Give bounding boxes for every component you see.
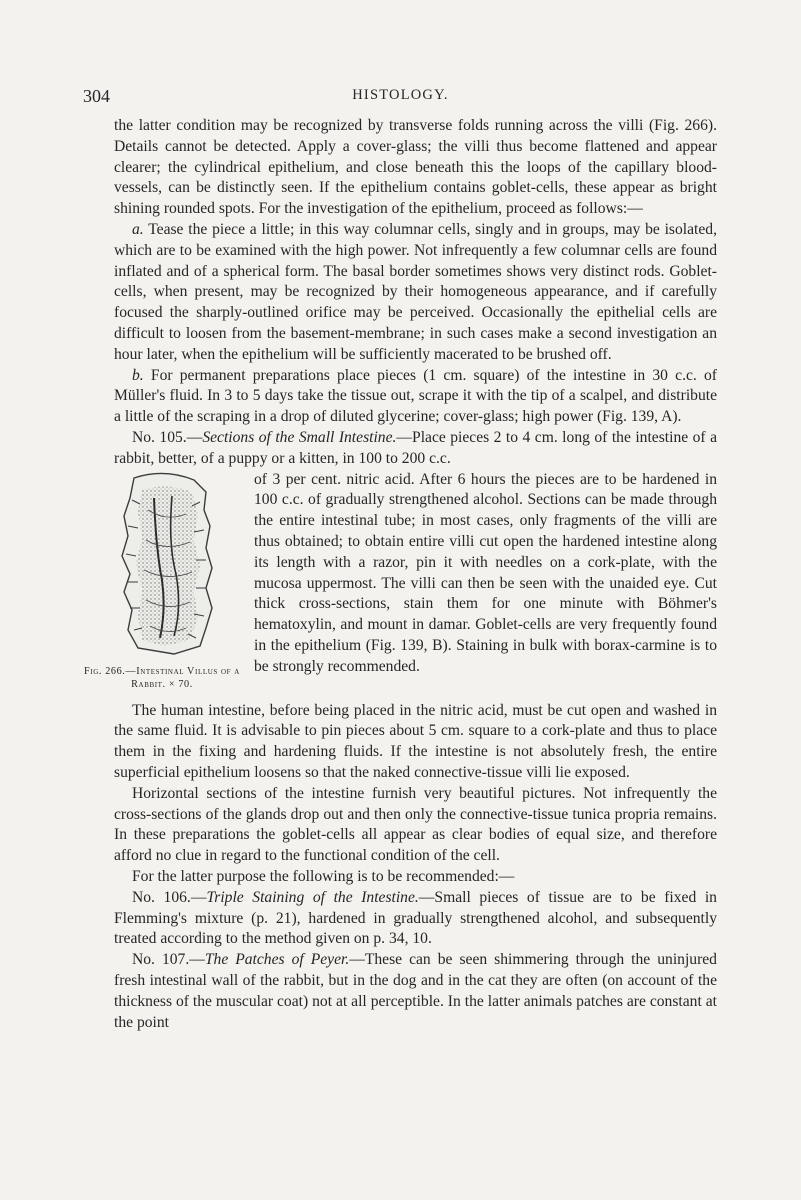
paragraph-human-intestine: The human intestine, before being placed in the nitric acid, must be cut open and washed in the same fluid. It is advisable to pin pieces about 5 cm. square to a cork-plate and thus to place them in the fixing and hardening fluids. If the intestine is not absolutely fresh, the entire superficial epithelium loosens so that the naked connective-tissue villi lie exposed. bbox=[114, 701, 717, 781]
page-number: 304 bbox=[83, 86, 110, 106]
figure-caption: Fig. 266.—Intestinal Villus of a Rabbit. × 70. bbox=[84, 665, 240, 690]
paragraph-horizontal-sections: Horizontal sections of the intestine furnish very beautiful pictures. Not infrequently the cross-sections of the glands drop out and then only the connective-tissue tunica propria remains. In these preparations the goblet-cells all appear as clear bodies of equal size, and therefore afford no clue in regard to the functional condition of the cell. bbox=[114, 784, 717, 865]
paragraph-tease-method: a. Tease the piece a little; in this way columnar cells, singly and in groups, may be isolated, which are to be examined with the high power. Not infrequently a few columnar cells are found inflated and of a spherical form. The basal border sometimes shows very distinct rods. Goblet-cells, when present, may be recognized by their homogeneous appearance, and if carefully focused the sharply-outlined orifice may be perceived. Occasionally the epithelial cells are difficult to loosen from the basement-membrane; in such cases make a second investigation an hour later, when the epithelium will be sufficiently macerated to be brushed off. bbox=[114, 220, 717, 363]
body-text bbox=[84, 116, 717, 1033]
paragraph-latter-purpose: For the latter purpose the following is to be recommended:— bbox=[132, 867, 515, 885]
running-title: HISTOLOGY. bbox=[352, 87, 449, 103]
section-title-105: Sections of the Small Intestine. bbox=[202, 428, 397, 446]
paragraph-villi-condition: the latter condition may be recognized by transverse folds running across the villi (Fig. 266). Details cannot be detected. Apply a cover-glass; the villi thus become flattened and appear clearer; the cylindrical epithelium, and close beneath this the loops of the capillary blood-vessels, can be distinctly seen. If the epithelium contains goblet-cells, these appear as bright shining rounded spots. For the investigation of the epithelium, proceed as follows:— bbox=[114, 117, 717, 218]
running-head bbox=[0, 86, 801, 110]
paragraph-permanent-preparations: b. For permanent preparations place pieces (1 cm. square) of the intestine in 30 c.c. of Müller's fluid. In 3 to 5 days take the tissue out, scrape it with the tip of a scalpel, and distribute a little of the scraping in a drop of diluted glycerine; cover-glass; high power (Fig. 139, A). bbox=[114, 366, 717, 426]
figure-266 bbox=[84, 470, 240, 701]
list-marker-b: b. bbox=[132, 366, 144, 384]
paragraph-no-105-continued: of 3 per cent. nitric acid. After 6 hours the pieces are to be hardened in 100 c.c. of gradually strengthened alcohol. Sections can be made through the entire intestinal tube; in most cases, only fragments of the villi are thus obtained; to obtain entire villi cut open the hardened intestine along its length with a razor, pin it with needles on a cork-plate, with the mucosa uppermost. The villi can then be seen with the unaided eye. Cut thick cross-sections, stain them for one minute with Böhmer's hematoxylin, and mount in damar. Goblet-cells are very frequently found in the epithelium (Fig. 139, B). Staining in bulk with borax-carmine is to be strongly recommended. bbox=[254, 470, 717, 675]
paragraph-no-106: No. 106.—Triple Staining of the Intestine.—Small pieces of tissue are to be fixed in Flemming's mixture (p. 21), hardened in gradually strengthened alcohol, and subsequently treated according to the method given on p. 34, 10. bbox=[114, 888, 717, 948]
section-title-107: The Patches of Peyer. bbox=[204, 951, 350, 969]
paragraph-no-107: No. 107.—The Patches of Peyer.—These can be seen shimmering through the uninjured fresh intestinal wall of the rabbit, but in the dog and in the cat they are often (on account of the thickness of the muscular coat) not at all perceptible. In the latter animals patches are constant at the point bbox=[114, 951, 717, 1031]
section-title-106: Triple Staining of the Intestine. bbox=[206, 888, 419, 906]
intestinal-villus-illustration bbox=[94, 470, 234, 660]
paragraph-no-105: No. 105.—Sections of the Small Intestine.—Place pieces 2 to 4 cm. long of the intestine of a rabbit, better, of a puppy or a kitten, in 100 to 200 c.c. bbox=[114, 428, 717, 467]
list-marker-a: a. bbox=[132, 220, 144, 238]
